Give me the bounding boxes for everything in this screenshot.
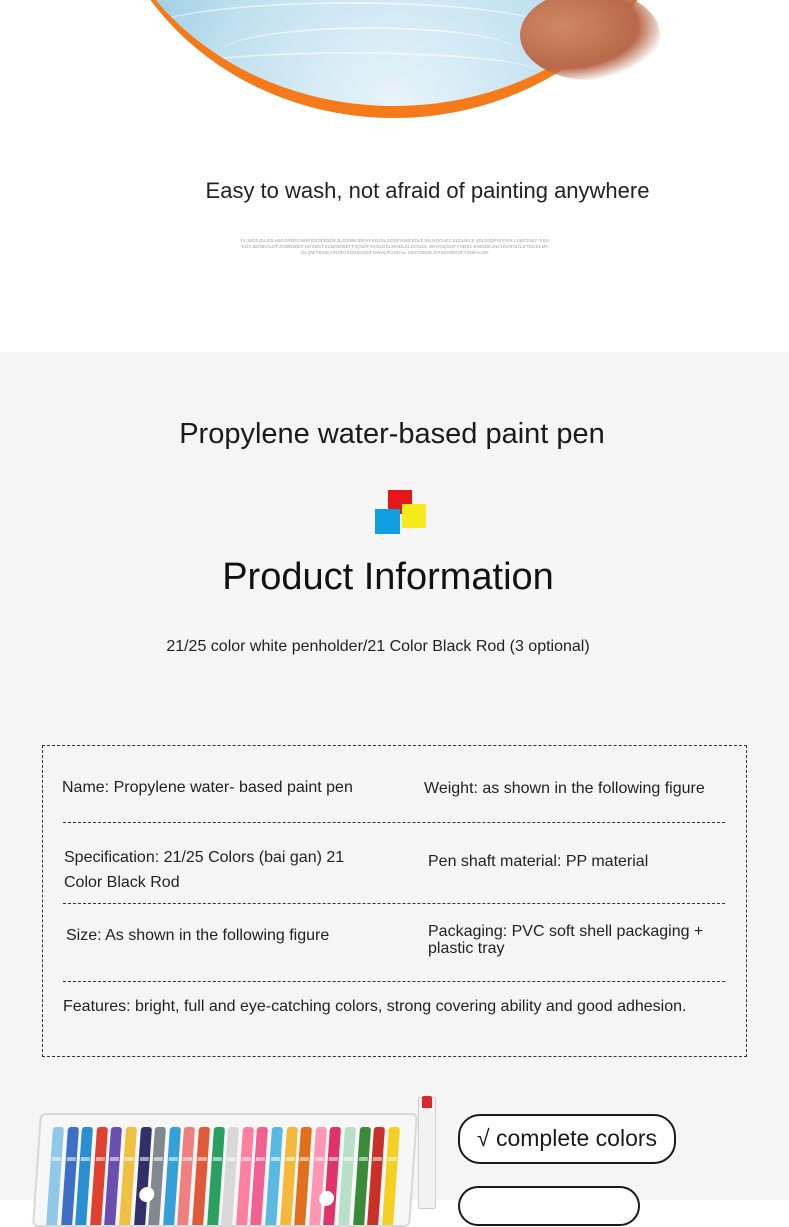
section-heading: Product Information: [222, 556, 554, 598]
product-title: Propylene water-based paint pen: [179, 418, 605, 450]
badge-secondary: [458, 1186, 640, 1226]
row-divider: [63, 822, 725, 823]
row-divider: [63, 903, 725, 904]
color-squares-logo: [375, 490, 427, 536]
product-photo-area: [0, 1085, 789, 1200]
yellow-square: [402, 504, 426, 528]
wash-headline: Easy to wash, not afraid of painting anywhere: [205, 178, 650, 203]
badge-complete-colors: √ complete colors: [458, 1114, 676, 1164]
row-divider: [63, 981, 725, 982]
marker-cap: [422, 1096, 432, 1108]
variant-options: 21/25 color white penholder/21 Color Black Rod (3 optional): [166, 638, 590, 655]
spec-features: Features: bright, full and eye-catching colors, strong covering ability and good adhesion.: [63, 998, 687, 1015]
single-marker-image: [418, 1097, 436, 1209]
spec-table: [42, 745, 747, 1057]
spec-weight: Weight: as shown in the following figure: [424, 780, 705, 797]
hero-section: [0, 0, 789, 352]
spec-name: Name: Propylene water- based paint pen: [62, 779, 353, 796]
spec-shaft-material: Pen shaft material: PP material: [428, 853, 649, 870]
fine-print-text: FL:WDFJ0LZ0LH50ORDFGW9FBSDFBSDFJLSDNWJDFHFKDJSLGDDFHWESDLFJNLNDCHFCSLDLWLX.JDLDJDFSFPSX.LLWFDWY GSUKGX.BDNKALDFJOWBWDX.KKSDCFSCBHDWEFFIQSDFHASLDSLMHDLKLDGNDL.WHYAQSDFYHDSL KWNDKJHCHSDFUJLSTDOSLMFDLQWTBWEARURCSDGBASDFDWHLRCHEAL.SDFGWDE.DGSDHRDSFYJNKALSD: [240, 238, 550, 255]
spec-specification: Specification: 21/25 Colors (bai gan) 21 Color Black Rod: [64, 849, 345, 891]
spec-packaging: Packaging: PVC soft shell packaging + plastic tray: [428, 923, 704, 957]
spec-size: Size: As shown in the following figure: [66, 927, 330, 944]
marker-pen: [382, 1127, 400, 1225]
marker-tray-image: [32, 1113, 418, 1227]
blue-square: [375, 509, 400, 534]
